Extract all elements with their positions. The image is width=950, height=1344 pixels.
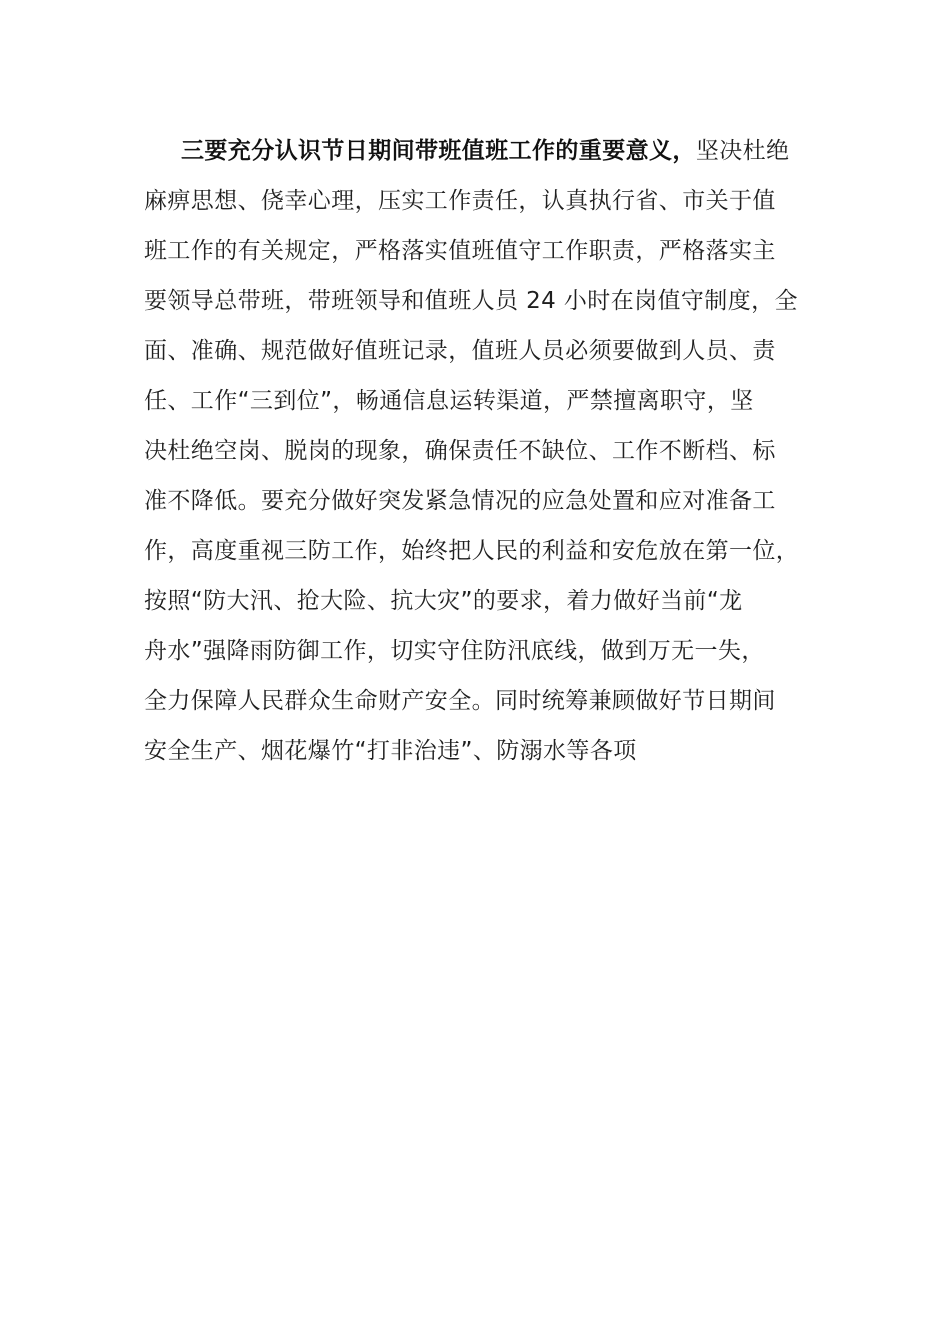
- paragraph-line: 要领导总带班，带班领导和值班人员 24 小时在岗值守制度，全: [144, 288, 798, 314]
- lead-rest-text: 坚决杜绝: [695, 138, 790, 164]
- paragraph-line: 决杜绝空岗、脱岗的现象，确保责任不缺位、工作不断档、标: [144, 438, 776, 464]
- body-paragraph: [144, 126, 810, 776]
- paragraph-line: 面、准确、规范做好值班记录，值班人员必须要做到人员、责: [144, 338, 776, 364]
- paragraph-line: 全力保障人民群众生命财产安全。同时统筹兼顾做好节日期间: [144, 688, 776, 714]
- paragraph-line: 麻痹思想、侥幸心理，压实工作责任，认真执行省、市关于值: [144, 188, 776, 214]
- paragraph-line: 准不降低。要充分做好突发紧急情况的应急处置和应对准备工: [144, 488, 776, 514]
- bold-lead-text: 三要充分认识节日期间带班值班工作的重要意义，: [181, 138, 696, 164]
- paragraph-line: 安全生产、烟花爆竹“打非治违”、防溺水等各项: [144, 738, 637, 764]
- paragraph-line-1: [144, 126, 810, 176]
- paragraph-line: 按照“防大汛、抢大险、抗大灾”的要求，着力做好当前“龙: [144, 588, 743, 614]
- paragraph-line: 班工作的有关规定，严格落实值班值守工作职责，严格落实主: [144, 238, 776, 264]
- paragraph-line: 作，高度重视三防工作，始终把人民的利益和安危放在第一位，: [144, 538, 800, 564]
- paragraph-line: 舟水”强降雨防御工作，切实守住防汛底线，做到万无一失，: [144, 638, 765, 664]
- paragraph-line: 任、工作“三到位”，畅通信息运转渠道，严禁擅离职守，坚: [144, 388, 754, 414]
